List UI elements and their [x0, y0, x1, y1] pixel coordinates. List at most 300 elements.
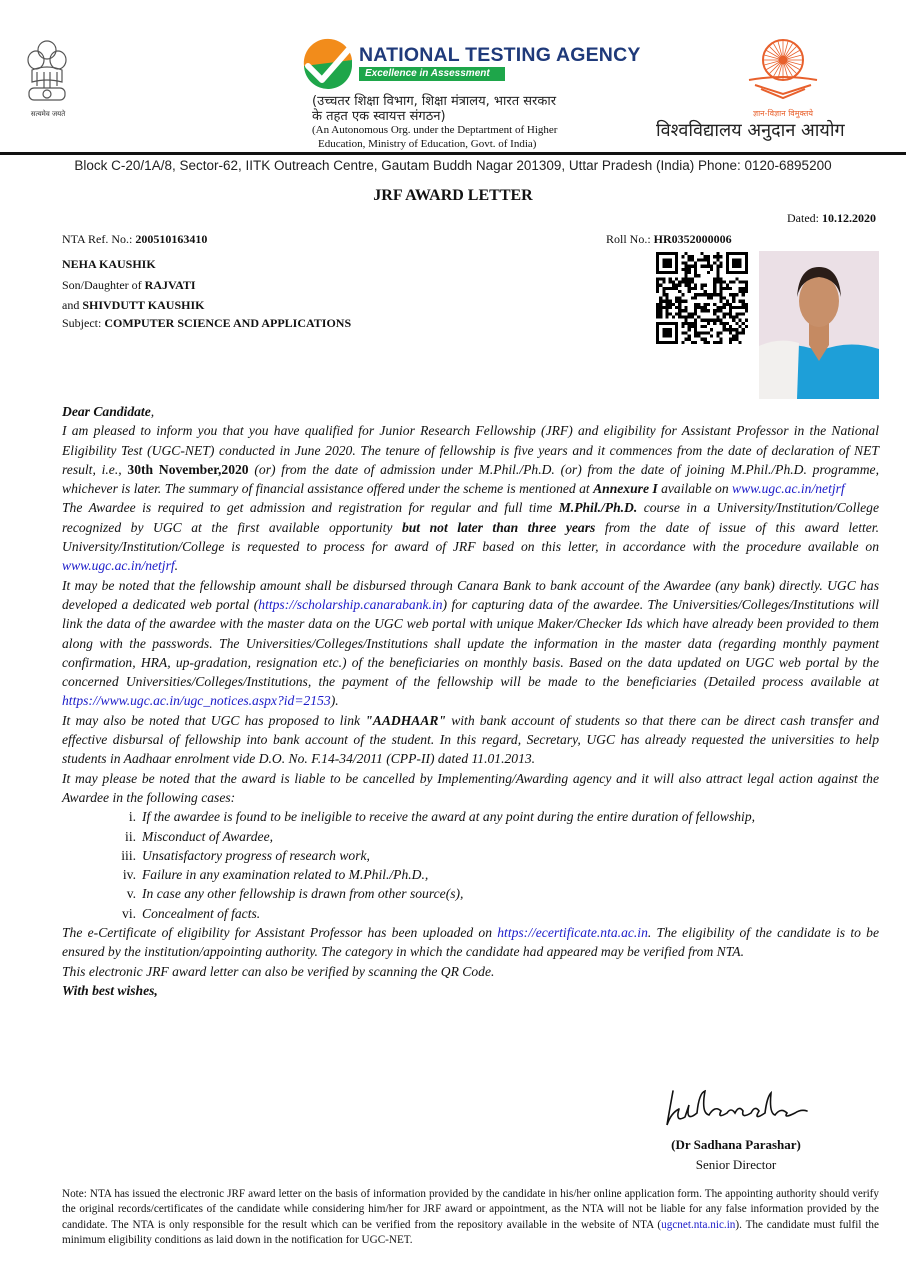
- qr-module: [675, 300, 678, 303]
- qr-module: [726, 300, 729, 303]
- qr-module: [694, 271, 697, 274]
- qr-module: [723, 281, 726, 284]
- qr-module: [678, 312, 681, 315]
- candidate-name: NEHA KAUSHIK: [62, 257, 156, 271]
- qr-module: [700, 258, 703, 261]
- qr-module: [678, 303, 681, 306]
- dated-value: 10.12.2020: [822, 211, 876, 225]
- qr-module: [742, 293, 745, 296]
- qr-module: [745, 252, 748, 274]
- parent2-label: and: [62, 298, 83, 312]
- qr-module: [697, 258, 700, 261]
- qr-module: [707, 265, 710, 268]
- qr-module: [697, 293, 700, 296]
- qr-module: [745, 319, 748, 322]
- qr-module: [685, 268, 688, 271]
- qr-module: [688, 258, 691, 261]
- qr-module: [742, 322, 745, 325]
- qr-module: [707, 271, 710, 274]
- qr-module: [688, 268, 691, 271]
- qr-module: [697, 331, 700, 334]
- qr-module: [669, 277, 672, 280]
- qr-module: [700, 265, 703, 268]
- qr-module: [713, 255, 716, 258]
- qr-module: [678, 284, 681, 287]
- ugc-wheel-spoke: [787, 61, 801, 65]
- qr-module: [713, 319, 716, 322]
- qr-module: [719, 338, 722, 341]
- qr-module: [694, 331, 697, 334]
- qr-module: [726, 312, 729, 315]
- qr-module: [688, 287, 691, 290]
- qr-module: [662, 281, 665, 284]
- canara-scholarship-link[interactable]: https://scholarship.canarabank.in: [258, 596, 443, 612]
- qr-module: [729, 328, 732, 331]
- qr-module: [729, 315, 732, 318]
- qr-module: [713, 290, 716, 293]
- qr-module: [675, 296, 678, 299]
- qr-module: [697, 315, 700, 318]
- qr-module: [697, 334, 700, 337]
- qr-module: [716, 268, 719, 271]
- letter-date: [787, 211, 876, 226]
- qr-module: [669, 287, 672, 290]
- nta-hindi-line-2: के तहत एक स्वायत्त संगठन): [312, 109, 446, 124]
- qr-module: [669, 303, 672, 306]
- qr-module: [691, 325, 694, 328]
- qr-module: [675, 284, 678, 287]
- cancellation-cases-list: [62, 807, 879, 923]
- closing: With best wishes,: [62, 982, 158, 998]
- qr-module: [719, 296, 722, 299]
- qr-module: [726, 328, 729, 331]
- ugcnet-site-link[interactable]: ugcnet.nta.nic.in: [661, 1218, 736, 1231]
- qr-module: [694, 306, 697, 309]
- qr-module: [719, 284, 722, 287]
- qr-module: [719, 255, 722, 258]
- qr-module: [669, 306, 672, 309]
- signatory-name: (Dr Sadhana Parashar): [671, 1137, 801, 1152]
- qr-module: [729, 309, 732, 312]
- qr-module: [656, 284, 659, 287]
- qr-module: [723, 322, 726, 325]
- qr-module: [659, 309, 662, 312]
- qr-module: [688, 271, 691, 274]
- qr-module: [662, 306, 665, 309]
- qr-module: [694, 262, 697, 265]
- qr-module: [704, 290, 707, 293]
- qr-module: [719, 319, 722, 322]
- qr-module: [685, 277, 688, 280]
- qr-module: [685, 271, 688, 274]
- qr-module: [723, 303, 726, 306]
- qr-module: [681, 331, 684, 334]
- qr-module: [713, 341, 716, 344]
- qr-module: [716, 258, 719, 261]
- qr-module: [656, 277, 659, 280]
- qr-module: [742, 331, 745, 334]
- qr-module: [700, 284, 703, 287]
- qr-module: [713, 287, 716, 290]
- qr-module: [691, 281, 694, 284]
- qr-module: [713, 312, 716, 315]
- qr-module: [681, 281, 684, 284]
- letter-title: JRF AWARD LETTER: [373, 187, 533, 204]
- qr-module: [681, 262, 684, 265]
- qr-module: [694, 287, 697, 290]
- qr-module: [669, 312, 672, 315]
- qr-module: [735, 331, 738, 334]
- qr-module: [704, 293, 707, 296]
- subject-label: Subject:: [62, 316, 105, 330]
- qr-module: [685, 322, 688, 325]
- qr-module: [716, 341, 719, 344]
- qr-module: [694, 322, 697, 325]
- qr-module: [694, 309, 697, 312]
- qr-module: [666, 300, 669, 303]
- qr-module: [716, 274, 719, 277]
- list-item: i. If the awardee is found to be ineligible to receive the award at any point during the entire duration of fellowship,: [128, 809, 756, 825]
- qr-module: [656, 287, 659, 290]
- qr-module: [700, 287, 703, 290]
- qr-module: [685, 265, 688, 268]
- qr-module: [719, 293, 722, 296]
- qr-module: [678, 300, 681, 303]
- qr-module: [745, 309, 748, 312]
- qr-module: [688, 284, 691, 287]
- qr-module: [742, 306, 745, 309]
- qr-module: [704, 341, 707, 344]
- nta-hindi-line-1: (उच्चतर शिक्षा विभाग, शिक्षा मंत्रालय, भारत सरकार: [312, 94, 557, 109]
- qr-module: [691, 258, 694, 261]
- qr-module: [732, 306, 735, 309]
- qr-module: [729, 325, 732, 328]
- roll-value: HR0352000006: [653, 232, 732, 246]
- qr-module: [710, 293, 713, 296]
- qr-module: [732, 338, 735, 341]
- qr-module: [704, 338, 707, 341]
- qr-module: [729, 306, 732, 309]
- qr-module: [675, 277, 678, 280]
- qr-module: [675, 287, 678, 290]
- nta-title: NATIONAL TESTING AGENCY: [359, 44, 641, 66]
- ugc-wheel-spoke: [787, 55, 801, 59]
- qr-module: [745, 287, 748, 290]
- qr-module: [694, 265, 697, 268]
- qr-module: [681, 322, 684, 325]
- qr-module: [688, 277, 691, 280]
- qr-module: [685, 338, 688, 341]
- qr-module: [704, 284, 707, 287]
- qr-module: [681, 309, 684, 312]
- qr-module: [735, 306, 738, 309]
- qr-module: [710, 328, 713, 331]
- qr-module: [672, 284, 675, 287]
- qr-module: [707, 262, 710, 265]
- qr-module: [659, 277, 662, 280]
- qr-module: [704, 303, 707, 306]
- qr-module: [723, 312, 726, 315]
- qr-module: [707, 303, 710, 306]
- qr-module: [675, 306, 678, 309]
- qr-module: [732, 315, 735, 318]
- qr-module: [656, 281, 659, 284]
- qr-module: [688, 290, 691, 293]
- net-result-date: 30th November,2020: [127, 461, 249, 477]
- qr-module: [685, 284, 688, 287]
- qr-module: [672, 303, 675, 306]
- nta-ref-no: [62, 232, 207, 247]
- qr-module: [723, 328, 726, 331]
- ugc-notices-link[interactable]: https://www.ugc.ac.in/ugc_notices.aspx?id=2153: [62, 693, 331, 709]
- qr-module: [700, 309, 703, 312]
- qr-module: [688, 328, 691, 331]
- qr-module: [716, 277, 719, 280]
- qr-module: [656, 341, 678, 344]
- qr-module: [729, 331, 732, 334]
- qr-module: [685, 315, 688, 318]
- qr-module: [719, 262, 722, 265]
- ugc-wheel-spoke: [784, 42, 788, 56]
- qr-module: [694, 334, 697, 337]
- qr-module: [723, 296, 726, 299]
- qr-module: [700, 306, 703, 309]
- qr-module: [688, 265, 691, 268]
- qr-module: [707, 293, 710, 296]
- qr-module: [666, 306, 669, 309]
- qr-module: [662, 293, 665, 296]
- qr-module: [669, 300, 672, 303]
- qr-module: [735, 334, 738, 337]
- qr-module: [716, 334, 719, 337]
- qr-module: [726, 287, 729, 290]
- qr-module: [678, 290, 681, 293]
- qr-module: [681, 325, 684, 328]
- qr-module: [738, 281, 741, 284]
- qr-module: [659, 296, 662, 299]
- signature-icon: [655, 1083, 825, 1133]
- nta-english-line-2: Education, Ministry of Education, Govt. of India): [318, 138, 537, 150]
- qr-module: [732, 296, 735, 299]
- qr-module: [704, 306, 707, 309]
- annexure-reference: Annexure I: [593, 481, 658, 497]
- qr-module: [716, 255, 719, 258]
- qr-module: [685, 306, 688, 309]
- qr-module: [685, 300, 688, 303]
- qr-module: [707, 255, 710, 258]
- ugc-netjrf-link[interactable]: www.ugc.ac.in/netjrf: [732, 481, 845, 497]
- qr-module: [704, 331, 707, 334]
- qr-module: [656, 306, 659, 309]
- ref-label: NTA Ref. No.:: [62, 232, 136, 246]
- qr-module: [694, 293, 697, 296]
- qr-module: [707, 319, 710, 322]
- qr-module: [659, 284, 662, 287]
- qr-module: [713, 281, 716, 284]
- qr-module: [735, 315, 738, 318]
- nta-english-line-1: (An Autonomous Org. under the Deptartment of Higher: [312, 124, 558, 136]
- list-item: v. In case any other fellowship is drawn from other source(s),: [126, 886, 464, 902]
- qr-module: [678, 315, 681, 318]
- qr-module: [742, 287, 745, 290]
- qr-module: [681, 315, 684, 318]
- qr-module: [732, 328, 735, 331]
- header-divider: [0, 152, 906, 155]
- qr-module: [681, 277, 684, 280]
- list-item: iv. Failure in any examination related to M.Phil./Ph.D.,: [122, 867, 429, 883]
- qr-module: [729, 338, 732, 341]
- qr-module: [716, 331, 719, 334]
- qr-module: [735, 322, 738, 325]
- qr-module: [694, 303, 697, 306]
- qr-module: [742, 328, 745, 331]
- qr-module: [732, 300, 735, 303]
- roll-no: [606, 232, 732, 247]
- ecertificate-link[interactable]: https://ecertificate.nta.ac.in: [497, 925, 648, 941]
- roll-label: Roll No.:: [606, 232, 654, 246]
- qr-code-icon[interactable]: [656, 252, 748, 344]
- qr-module: [735, 338, 738, 341]
- qr-module: [666, 296, 669, 299]
- candidate-photo: [759, 251, 879, 399]
- qr-module: [662, 290, 665, 293]
- qr-module: [685, 262, 688, 265]
- qr-module: [656, 322, 659, 344]
- qr-module: [729, 281, 732, 284]
- qr-module: [723, 325, 726, 328]
- qr-module: [656, 303, 659, 306]
- qr-module: [685, 274, 688, 277]
- qr-module: [691, 287, 694, 290]
- qr-module: [691, 255, 694, 258]
- qr-module: [729, 287, 732, 290]
- qr-module: [719, 322, 722, 325]
- qr-module: [707, 322, 710, 325]
- paragraph-admission: The Awardee is required to get admission and registration for regular and full time M.Phil./Ph.D. course in a University/Institution/College recognized by UGC at the first available opportunity but not later than three years from the date of issue of this award letter. University/Institution/College is requested to process for award of JRF based on this letter, in accordance with the procedure available on www.ugc.ac.in/netjrf.: [62, 500, 879, 574]
- ugc-name-hindi: विश्वविद्यालय अनुदान आयोग: [656, 120, 845, 141]
- qr-module: [681, 268, 684, 271]
- qr-module: [729, 293, 732, 296]
- qr-module: [704, 309, 707, 312]
- qr-module: [710, 334, 713, 337]
- ugc-logo-icon: [743, 34, 823, 102]
- qr-module: [738, 290, 741, 293]
- qr-module: [732, 293, 735, 296]
- qr-module: [719, 300, 722, 303]
- qr-module: [691, 265, 694, 268]
- qr-module: [713, 277, 716, 280]
- qr-module: [662, 300, 665, 303]
- qr-module: [704, 319, 707, 322]
- qr-module: [719, 341, 722, 344]
- footnote: Note: NTA has issued the electronic JRF award letter on the basis of information provided by the candidate in his/her online application form. The appointing authority should verify the original records/certificates of the candidate while considering him/her for JRF award or appointment, as the NTA will not be liable for any false information provided by the candidate. The NTA is only responsible for the result which can be verified from the repository available in the website of NTA (ugcnet.nta.nic.in). The candidate must fulfil the minimum eligibility conditions as laid down in the notification for UGC-NET.: [62, 1188, 879, 1247]
- qr-module: [713, 309, 716, 312]
- qr-module: [656, 322, 678, 325]
- qr-module: [685, 319, 688, 322]
- salutation: Dear Candidate,: [62, 404, 155, 419]
- qr-module: [726, 322, 729, 325]
- qr-module: [688, 322, 691, 325]
- qr-module: [707, 258, 710, 261]
- qr-module: [678, 281, 681, 284]
- qr-module: [710, 268, 713, 271]
- qr-module: [704, 258, 707, 261]
- qr-module: [688, 315, 691, 318]
- qr-module: [745, 284, 748, 287]
- qr-module: [691, 341, 694, 344]
- qr-module: [713, 284, 716, 287]
- parent1-label: Son/Daughter of: [62, 278, 145, 292]
- qr-module: [738, 300, 741, 303]
- qr-module: [656, 309, 659, 312]
- qr-module: [738, 319, 741, 322]
- qr-module: [662, 258, 672, 268]
- qr-module: [688, 281, 691, 284]
- qr-module: [710, 296, 713, 299]
- paragraph-aadhaar: It may also be noted that UGC has proposed to link "AADHAAR" with bank account of students so that there can be direct cash transfer and effective disbursal of fellowship into bank account of the student. In this regard, Secretary, UGC has already requested the universities to help students in Aadhaar enrolment vide D.O. No. F.14-34/2011 (CPP-II) dated 11.01.2013.: [62, 712, 880, 767]
- qr-module: [691, 312, 694, 315]
- qr-module: [666, 309, 669, 312]
- qr-module: [659, 312, 662, 315]
- ugc-wheel-spoke: [778, 42, 782, 56]
- qr-module: [704, 265, 707, 268]
- ugc-netjrf-link-2[interactable]: www.ugc.ac.in/netjrf: [62, 558, 175, 574]
- qr-module: [719, 287, 722, 290]
- qr-module: [694, 341, 697, 344]
- qr-module: [659, 303, 662, 306]
- paragraph-ecertificate: The e-Certificate of eligibility for Assistant Professor has been uploaded on https://ecertificate.nta.ac.in. The eligibility of the candidate is to be ensured by the institution/appointing authority. The category in which the candidate had appeared may be verified from NTA.: [62, 925, 879, 960]
- qr-module: [742, 303, 745, 306]
- qr-module: [700, 293, 703, 296]
- qr-module: [723, 306, 726, 309]
- qr-module: [729, 341, 732, 344]
- paragraph-qr-verify: This electronic JRF award letter can also be verified by scanning the QR Code.: [62, 963, 495, 979]
- qr-module: [716, 309, 719, 312]
- qr-module: [659, 306, 662, 309]
- qr-module: [745, 281, 748, 284]
- qr-module: [707, 341, 710, 344]
- qr-module: [662, 328, 672, 338]
- qr-module: [738, 287, 741, 290]
- dated-label: Dated:: [787, 211, 822, 225]
- qr-module: [726, 252, 729, 274]
- qr-module: [691, 277, 694, 280]
- qr-module: [710, 319, 713, 322]
- qr-module: [694, 325, 697, 328]
- qr-module: [666, 287, 669, 290]
- qr-module: [694, 319, 697, 322]
- qr-module: [675, 322, 678, 344]
- qr-module: [726, 303, 729, 306]
- qr-module: [723, 287, 726, 290]
- qr-module: [707, 309, 710, 312]
- qr-module: [694, 284, 697, 287]
- qr-module: [716, 306, 719, 309]
- qr-module: [688, 334, 691, 337]
- qr-module: [685, 309, 688, 312]
- qr-module: [713, 303, 716, 306]
- parent2-value: SHIVDUTT KAUSHIK: [82, 298, 205, 312]
- qr-module: [666, 312, 669, 315]
- qr-module: [732, 281, 735, 284]
- parent-1: [62, 278, 196, 293]
- parent1-value: RAJVATI: [144, 278, 196, 292]
- nta-logo-icon: [300, 36, 356, 92]
- qr-module: [713, 293, 716, 296]
- qr-module: [656, 252, 678, 255]
- qr-module: [694, 296, 697, 299]
- qr-module: [678, 309, 681, 312]
